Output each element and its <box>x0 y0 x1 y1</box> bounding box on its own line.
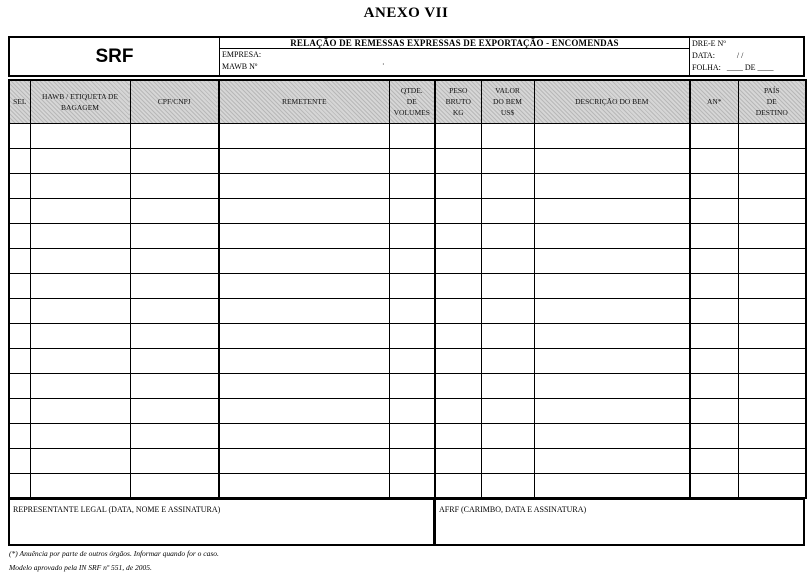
folha-placeholder: ____ DE ____ <box>726 63 774 72</box>
cell-remetente[interactable] <box>219 398 389 423</box>
cell-hawb[interactable] <box>30 298 130 323</box>
cell-valor[interactable] <box>481 423 534 448</box>
cell-hawb[interactable] <box>30 448 130 473</box>
column-header-peso <box>435 80 481 123</box>
cell-pais[interactable] <box>738 148 806 173</box>
cell-cpf[interactable] <box>130 198 219 223</box>
cell-remetente[interactable] <box>219 173 389 198</box>
cell-peso[interactable] <box>435 223 481 248</box>
column-header-line: US$ <box>500 108 515 118</box>
cell-peso[interactable] <box>435 398 481 423</box>
cell-hawb[interactable] <box>30 323 130 348</box>
mawb-label: MAWB Nº <box>222 62 258 71</box>
cell-remetente[interactable] <box>219 323 389 348</box>
column-header-line: REMETENTE <box>281 97 327 107</box>
table-header-row <box>9 80 806 123</box>
cell-cpf[interactable] <box>130 148 219 173</box>
cell-qtde[interactable] <box>389 448 435 473</box>
column-header-line: DE <box>406 97 417 107</box>
cell-an[interactable] <box>690 298 738 323</box>
cell-cpf[interactable] <box>130 173 219 198</box>
cell-cpf[interactable] <box>130 398 219 423</box>
cell-valor[interactable] <box>481 323 534 348</box>
cell-pais[interactable] <box>738 373 806 398</box>
column-header-line: DO BEM <box>493 97 522 107</box>
column-header-sel <box>9 80 30 123</box>
table-body <box>9 123 806 498</box>
cell-cpf[interactable] <box>130 298 219 323</box>
cell-hawb[interactable] <box>30 173 130 198</box>
cell-pais[interactable] <box>738 348 806 373</box>
cell-valor[interactable] <box>481 373 534 398</box>
cell-sel[interactable] <box>9 273 30 298</box>
cell-an[interactable] <box>690 273 738 298</box>
column-header-line: QTDE. <box>400 86 423 96</box>
dre-field[interactable] <box>692 38 803 50</box>
cell-valor[interactable] <box>481 223 534 248</box>
cell-valor[interactable] <box>481 248 534 273</box>
cell-peso[interactable] <box>435 448 481 473</box>
cell-valor[interactable] <box>481 298 534 323</box>
cell-cpf[interactable] <box>130 373 219 398</box>
column-header-line: CPF/CNPJ <box>157 97 191 107</box>
cell-an[interactable] <box>690 473 738 498</box>
cell-sel[interactable] <box>9 173 30 198</box>
cell-peso[interactable] <box>435 273 481 298</box>
cell-qtde[interactable] <box>389 273 435 298</box>
cell-valor[interactable] <box>481 148 534 173</box>
cell-peso[interactable] <box>435 348 481 373</box>
cell-peso[interactable] <box>435 373 481 398</box>
footnote-anuencia: (*) Anuência por parte de outros órgãos. Informar quando for o caso. <box>9 549 219 558</box>
cell-remetente[interactable] <box>219 473 389 498</box>
cell-cpf[interactable] <box>130 223 219 248</box>
column-header-line: KG <box>452 108 464 118</box>
table-row <box>9 298 806 323</box>
cell-descricao[interactable] <box>534 248 690 273</box>
empresa-field[interactable] <box>220 49 689 61</box>
cell-hawb[interactable] <box>30 423 130 448</box>
column-header-line: HAWB / ETIQUETA DE <box>41 91 119 101</box>
cell-an[interactable] <box>690 398 738 423</box>
cell-peso[interactable] <box>435 298 481 323</box>
cell-valor[interactable] <box>481 198 534 223</box>
folha-label: FOLHA: <box>692 63 721 72</box>
cell-pais[interactable] <box>738 173 806 198</box>
cell-an[interactable] <box>690 348 738 373</box>
table-row <box>9 398 806 423</box>
table-row <box>9 423 806 448</box>
form-title: RELAÇÃO DE REMESSAS EXPRESSAS DE EXPORTAÇÃO - ENCOMENDAS <box>220 38 689 49</box>
cell-qtde[interactable] <box>389 423 435 448</box>
cell-peso[interactable] <box>435 198 481 223</box>
cell-hawb[interactable] <box>30 348 130 373</box>
cell-pais[interactable] <box>738 398 806 423</box>
cell-sel[interactable] <box>9 348 30 373</box>
column-header-line: VOLUMES <box>393 108 430 118</box>
cell-pais[interactable] <box>738 198 806 223</box>
cell-remetente[interactable] <box>219 248 389 273</box>
cell-remetente[interactable] <box>219 348 389 373</box>
cell-descricao[interactable] <box>534 273 690 298</box>
cell-descricao[interactable] <box>534 198 690 223</box>
cell-descricao[interactable] <box>534 173 690 198</box>
cell-valor[interactable] <box>481 348 534 373</box>
cell-qtde[interactable] <box>389 123 435 148</box>
cell-hawb[interactable] <box>30 373 130 398</box>
cell-peso[interactable] <box>435 248 481 273</box>
cell-hawb[interactable] <box>30 473 130 498</box>
cell-valor[interactable] <box>481 123 534 148</box>
cell-pais[interactable] <box>738 298 806 323</box>
cell-descricao[interactable] <box>534 373 690 398</box>
column-header-line: PAÍS <box>763 86 780 96</box>
cell-hawb[interactable] <box>30 148 130 173</box>
column-header-line: VALOR <box>495 86 520 96</box>
folha-field[interactable] <box>692 62 803 74</box>
cell-sel[interactable] <box>9 198 30 223</box>
column-header-line: DESCRIÇÃO DO BEM <box>575 97 649 107</box>
cell-hawb[interactable] <box>30 198 130 223</box>
cell-qtde[interactable] <box>389 148 435 173</box>
column-header-cpf <box>130 80 219 123</box>
column-header-hawb <box>30 80 130 123</box>
header-right <box>690 38 803 75</box>
cell-hawb[interactable] <box>30 248 130 273</box>
cell-qtde[interactable] <box>389 373 435 398</box>
cell-an[interactable] <box>690 448 738 473</box>
cell-an[interactable] <box>690 423 738 448</box>
cell-sel[interactable] <box>9 448 30 473</box>
cell-pais[interactable] <box>738 248 806 273</box>
cell-an[interactable] <box>690 223 738 248</box>
cell-qtde[interactable] <box>389 398 435 423</box>
cell-valor[interactable] <box>481 398 534 423</box>
cell-qtde[interactable] <box>389 298 435 323</box>
cell-sel[interactable] <box>9 123 30 148</box>
column-header-valor <box>481 80 534 123</box>
data-label: DATA: <box>692 51 715 60</box>
cell-pais[interactable] <box>738 423 806 448</box>
cell-cpf[interactable] <box>130 123 219 148</box>
cell-sel[interactable] <box>9 248 30 273</box>
dre-label: DRE-E Nº <box>692 39 726 48</box>
cell-valor[interactable] <box>481 448 534 473</box>
cell-sel[interactable] <box>9 373 30 398</box>
cell-remetente[interactable] <box>219 223 389 248</box>
table-row <box>9 273 806 298</box>
cell-remetente[interactable] <box>219 448 389 473</box>
column-header-line: DESTINO <box>755 108 788 118</box>
footnote-modelo: Modelo aprovado pela IN SRF nº 551, de 2005. <box>9 563 152 572</box>
table-row <box>9 198 806 223</box>
cell-cpf[interactable] <box>130 473 219 498</box>
cell-valor[interactable] <box>481 473 534 498</box>
column-header-qtde <box>389 80 435 123</box>
column-header-descricao <box>534 80 690 123</box>
cell-remetente[interactable] <box>219 423 389 448</box>
cell-pais[interactable] <box>738 123 806 148</box>
cell-peso[interactable] <box>435 473 481 498</box>
empresa-label: EMPRESA: <box>222 50 262 59</box>
table-row <box>9 348 806 373</box>
cell-cpf[interactable] <box>130 423 219 448</box>
org-label: SRF <box>10 38 220 75</box>
column-header-pais <box>738 80 806 123</box>
cell-remetente[interactable] <box>219 123 389 148</box>
cell-an[interactable] <box>690 173 738 198</box>
cell-sel[interactable] <box>9 473 30 498</box>
cell-remetente[interactable] <box>219 198 389 223</box>
cell-descricao[interactable] <box>534 473 690 498</box>
cell-valor[interactable] <box>481 173 534 198</box>
data-field[interactable] <box>692 50 803 62</box>
cell-qtde[interactable] <box>389 198 435 223</box>
cell-pais[interactable] <box>738 273 806 298</box>
cell-cpf[interactable] <box>130 448 219 473</box>
data-placeholder: / / <box>736 51 744 60</box>
cell-cpf[interactable] <box>130 273 219 298</box>
cell-descricao[interactable] <box>534 123 690 148</box>
cell-an[interactable] <box>690 248 738 273</box>
cell-qtde[interactable] <box>389 348 435 373</box>
cell-pais[interactable] <box>738 223 806 248</box>
cell-hawb[interactable] <box>30 398 130 423</box>
cell-descricao[interactable] <box>534 323 690 348</box>
column-header-line: DE <box>766 97 777 107</box>
cell-qtde[interactable] <box>389 323 435 348</box>
column-header-line: AN* <box>706 97 722 107</box>
legal-representative-label: REPRESENTANTE LEGAL (DATA, NOME E ASSINATURA) <box>13 505 221 514</box>
table-row <box>9 223 806 248</box>
cell-descricao[interactable] <box>534 223 690 248</box>
table-row <box>9 448 806 473</box>
cell-sel[interactable] <box>9 298 30 323</box>
cell-descricao[interactable] <box>534 348 690 373</box>
cell-remetente[interactable] <box>219 148 389 173</box>
cell-cpf[interactable] <box>130 248 219 273</box>
shipment-table <box>8 79 807 499</box>
cell-hawb[interactable] <box>30 223 130 248</box>
cell-descricao[interactable] <box>534 448 690 473</box>
cell-peso[interactable] <box>435 323 481 348</box>
column-header-line: BRUTO <box>445 97 471 107</box>
afrf-label: AFRF (CARIMBO, DATA E ASSINATURA) <box>439 505 587 514</box>
cell-qtde[interactable] <box>389 473 435 498</box>
mawb-field[interactable] <box>220 61 689 73</box>
cell-remetente[interactable] <box>219 298 389 323</box>
cell-an[interactable] <box>690 323 738 348</box>
table-row <box>9 173 806 198</box>
table-row <box>9 373 806 398</box>
column-header-remetente <box>219 80 389 123</box>
column-header-line: PESO <box>449 86 468 96</box>
cell-pais[interactable] <box>738 473 806 498</box>
header-middle <box>220 38 690 75</box>
cell-an[interactable] <box>690 198 738 223</box>
cell-an[interactable] <box>690 123 738 148</box>
legal-representative-box[interactable] <box>8 498 435 546</box>
table-row <box>9 323 806 348</box>
cell-sel[interactable] <box>9 423 30 448</box>
cell-sel[interactable] <box>9 223 30 248</box>
column-header-line: SEL <box>13 97 27 107</box>
cell-peso[interactable] <box>435 123 481 148</box>
cell-descricao[interactable] <box>534 423 690 448</box>
cell-cpf[interactable] <box>130 348 219 373</box>
cell-sel[interactable] <box>9 148 30 173</box>
cell-an[interactable] <box>690 148 738 173</box>
column-header-line: BAGAGEM <box>61 102 99 112</box>
cell-peso[interactable] <box>435 148 481 173</box>
cell-valor[interactable] <box>481 273 534 298</box>
cell-cpf[interactable] <box>130 323 219 348</box>
mawb-mark: · <box>382 60 385 69</box>
cell-sel[interactable] <box>9 398 30 423</box>
cell-peso[interactable] <box>435 173 481 198</box>
table-row <box>9 148 806 173</box>
cell-qtde[interactable] <box>389 173 435 198</box>
cell-peso[interactable] <box>435 423 481 448</box>
form-header <box>8 36 805 77</box>
column-header-an <box>690 80 738 123</box>
cell-pais[interactable] <box>738 323 806 348</box>
cell-remetente[interactable] <box>219 273 389 298</box>
table-row <box>9 473 806 498</box>
afrf-box[interactable] <box>434 498 805 546</box>
cell-qtde[interactable] <box>389 223 435 248</box>
table-row <box>9 248 806 273</box>
cell-hawb[interactable] <box>30 273 130 298</box>
annex-title: ANEXO VII <box>363 5 449 21</box>
table-row <box>9 123 806 148</box>
cell-remetente[interactable] <box>219 373 389 398</box>
cell-descricao[interactable] <box>534 298 690 323</box>
cell-qtde[interactable] <box>389 248 435 273</box>
cell-sel[interactable] <box>9 323 30 348</box>
cell-pais[interactable] <box>738 448 806 473</box>
cell-descricao[interactable] <box>534 148 690 173</box>
cell-hawb[interactable] <box>30 123 130 148</box>
cell-an[interactable] <box>690 373 738 398</box>
cell-descricao[interactable] <box>534 398 690 423</box>
